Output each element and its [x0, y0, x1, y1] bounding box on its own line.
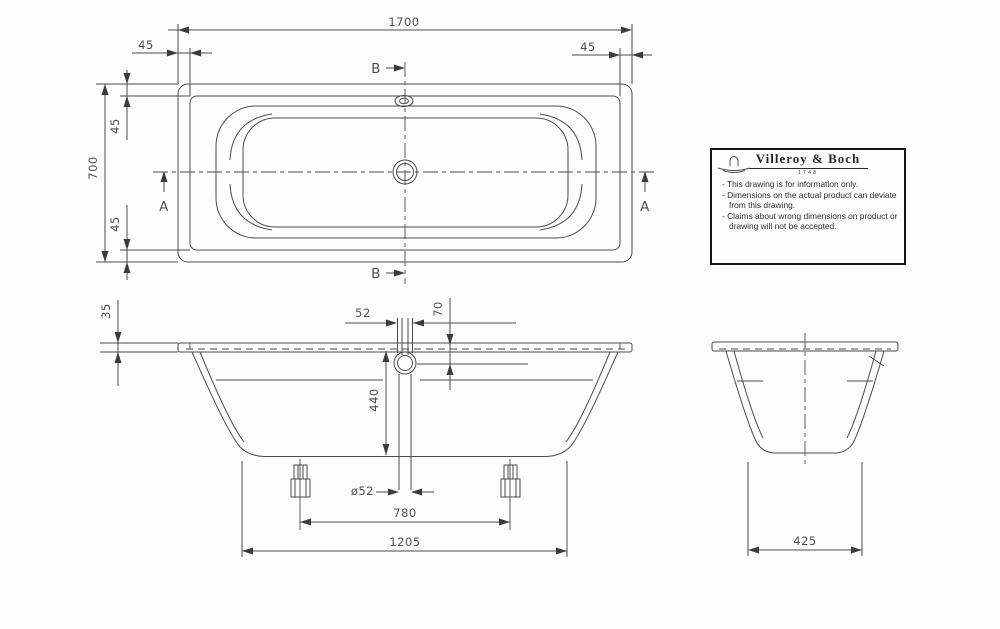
dim-feet-spacing [300, 506, 510, 526]
villeroy-boch-logo-icon [712, 154, 756, 174]
dim-label-rim-left-top: 45 [108, 118, 122, 134]
overflow-hole-inner [400, 98, 409, 103]
rim-profile [178, 343, 632, 352]
section-label-b-top: B [371, 61, 381, 77]
manufacturer-info-box [710, 148, 906, 265]
dim-label-drain-diameter: ø52 [350, 484, 374, 498]
dim-label-rim-height: 35 [99, 303, 113, 319]
section-label-a-right: A [640, 199, 650, 215]
dim-label-rim-top-right: 45 [580, 40, 596, 54]
drain-pipe [399, 374, 411, 490]
dim-label-overflow-width: 52 [355, 306, 371, 320]
disclaimer-note: - Claims about wrong dimensions on product or drawing will not be accepted. [722, 210, 898, 231]
section-label-a-left: A [159, 199, 169, 215]
dim-label-rim-left-bottom: 45 [108, 216, 122, 232]
dim-label-rim-top-left: 45 [138, 38, 154, 52]
dim-label-overflow-offset: 70 [431, 301, 445, 317]
tub-basin-floor [243, 118, 568, 227]
brand-established-year: 1748 [797, 170, 819, 176]
section-marker-a-left [159, 171, 169, 215]
overflow-pipe [394, 318, 416, 374]
disclaimer-notes [722, 179, 898, 232]
dim-label-overall-width: 700 [86, 156, 100, 180]
dim-rim-top-left [132, 38, 212, 96]
overflow-hole [395, 96, 413, 107]
section-label-b-bottom: B [371, 266, 381, 282]
brand-name: Villeroy & Boch [748, 151, 869, 169]
tub-end-profile-inner-left [734, 351, 763, 438]
section-marker-a-right [640, 171, 650, 215]
dim-label-base-width: 425 [793, 534, 817, 548]
disclaimer-note: - This drawing is for information only. [722, 179, 859, 189]
basin-corner-arc [230, 184, 272, 230]
tub-profile-inner-left [200, 352, 244, 442]
tub-profile-outer [192, 352, 618, 457]
section-marker-b-bottom [371, 266, 405, 282]
dim-rim-height [99, 300, 178, 386]
section-marker-b-top [371, 61, 405, 77]
dim-drain-diameter [351, 484, 434, 498]
basin-corner-arc [540, 184, 582, 230]
dim-overall-length [168, 15, 632, 84]
dim-base-width [748, 462, 862, 556]
foot-left [291, 459, 310, 530]
side-view [99, 298, 632, 557]
disclaimer-note: - Dimensions on the actual product can deviate from this drawing. [722, 189, 897, 210]
dim-label-overall-length: 1700 [388, 15, 420, 29]
dim-overflow-offset [417, 298, 528, 390]
dim-label-inner-depth: 440 [367, 388, 381, 412]
end-view [712, 333, 898, 556]
basin-corner-arc [230, 114, 272, 160]
dim-label-base-length: 1205 [389, 535, 421, 549]
dim-label-feet-spacing: 780 [393, 506, 417, 520]
dim-rim-top-right [572, 40, 652, 96]
top-view [86, 15, 658, 284]
foot-right [501, 459, 520, 530]
basin-corner-arc [540, 114, 582, 160]
tub-end-profile-inner-right [847, 351, 876, 438]
tub-profile-inner-right [566, 352, 610, 442]
dim-inner-depth [367, 351, 390, 455]
